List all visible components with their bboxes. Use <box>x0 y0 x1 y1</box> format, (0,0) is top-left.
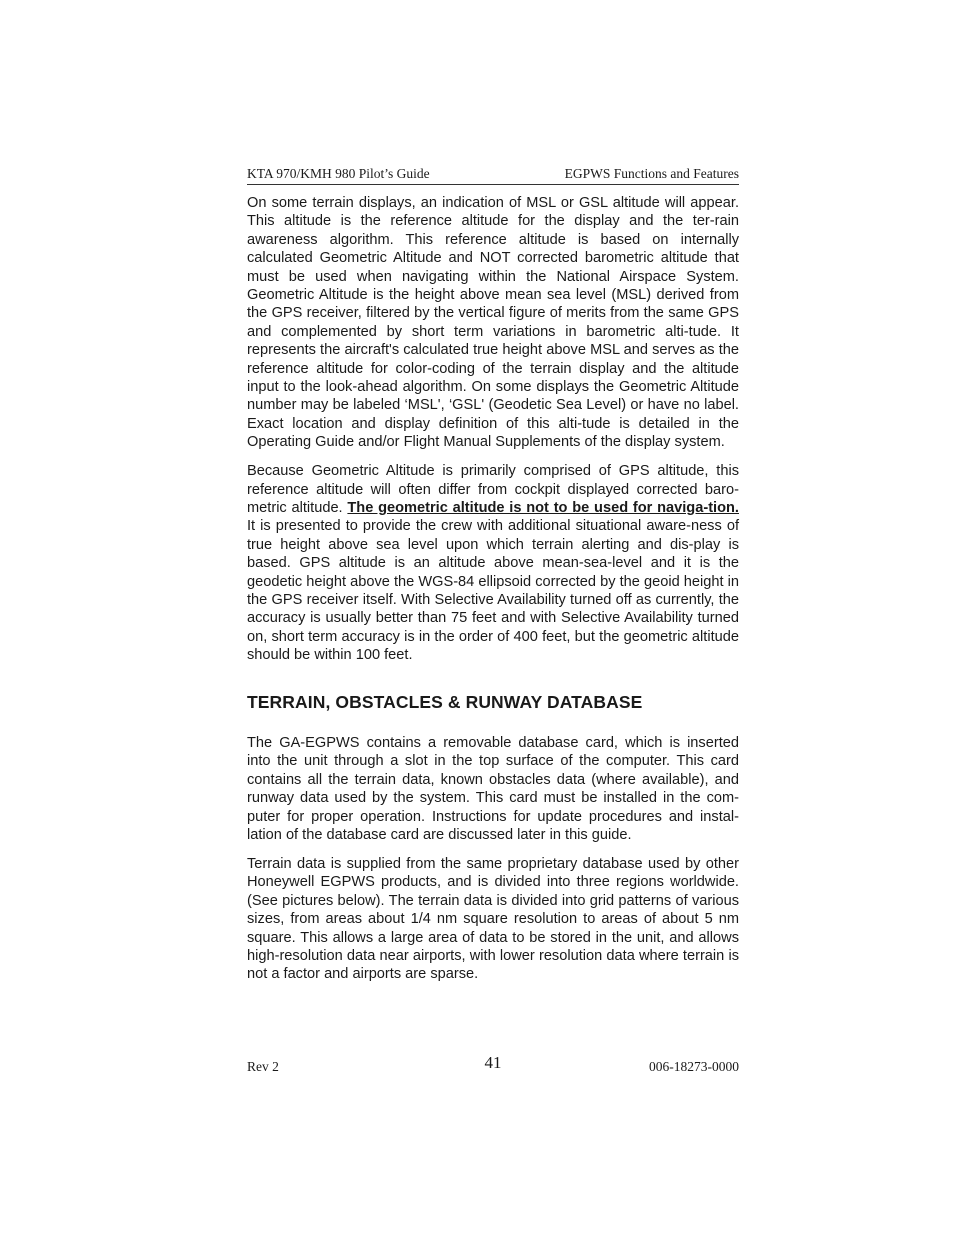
section-heading: TERRAIN, OBSTACLES & RUNWAY DATABASE <box>247 691 643 712</box>
paragraph-terrain-data: Terrain data is supplied from the same proprietary database used by other Honeywell EGPWS products, and is divided into three regions worldwide. (See pictures below). The terrain data is divided into grid patterns of various sizes, from areas about 1/4 nm square resolution to areas of about 5 nm square. This allows a large area of data to be stored in the unit, and allows high-resolution data near airports, with lower resolution data where terrain is not a factor and airports are sparse. <box>247 856 739 983</box>
running-header <box>247 166 739 185</box>
paragraph-geometric-altitude-start: Because Geometric Altitude is primarily comprised of GPS altitude, this reference altitude will often differ from cockpit displayed corrected baro-metric altitude. <box>247 463 739 516</box>
page-number: 41 <box>484 1053 502 1072</box>
paragraph-geometric-altitude <box>247 462 739 664</box>
revision-label: Rev 2 <box>247 1059 279 1074</box>
body-text <box>247 194 739 994</box>
paragraph-geometric-altitude-end: It is presented to provide the crew with additional situational aware-ness of true height above sea level upon which terrain alerting and dis-play is based. GPS altitude is an altitude above mean-sea-level and it is the geodetic height above the WGS-84 ellipsoid corrected by the geoid height in the GPS receiver itself. With Selective Availability turned off as currently, the accuracy is usually better than 75 feet and with Selective Availability turned on, short term accuracy is in the order of 400 feet, but the geometric altitude should be within 100 feet. <box>247 518 739 664</box>
header-guide-title: KTA 970/KMH 980 Pilot’s Guide <box>247 166 430 181</box>
document-number: 006-18273-0000 <box>649 1059 739 1074</box>
navigation-warning: The geometric altitude is not to be used for naviga-tion. <box>347 500 739 516</box>
paragraph-database-card: The GA-EGPWS contains a removable database card, which is inserted into the unit through a slot in the top surface of the computer. This card contains all the terrain data, known obstacles data (where available), and runway data used by the system. This card must be installed in the com-puter for proper operation. Instructions for update procedures and instal-lation of the database card are discussed later in this guide. <box>247 735 739 844</box>
header-chapter-title: EGPWS Functions and Features <box>564 166 739 181</box>
paragraph-msl-gsl-altitude: On some terrain displays, an indication of MSL or GSL altitude will appear. This altitude is the reference altitude for the display and the ter-rain awareness algorithm. This reference altitude is based on internally calculated Geometric Altitude and NOT corrected barometric altitude that must be used when navigating within the National Airspace System. Geometric Altitude is the height above mean sea level (MSL) derived from the GPS receiver, filtered by the vertical figure of merits from the same GPS and complemented by short term variations in barometric alti-tude. It represents the aircraft's calculated true height above MSL and serves as the reference altitude for color-coding of the terrain display and the altitude input to the look-ahead algorithm. On some displays the Geometric Altitude number may be labeled ‘MSL', ‘GSL' (Geodetic Sea Level) or have no label. Exact location and display definition of this alti-tude is detailed in the Operating Guide and/or Flight Manual Supplements of the display system. <box>247 195 739 451</box>
document-page <box>247 0 739 1235</box>
running-footer <box>247 1053 739 1077</box>
